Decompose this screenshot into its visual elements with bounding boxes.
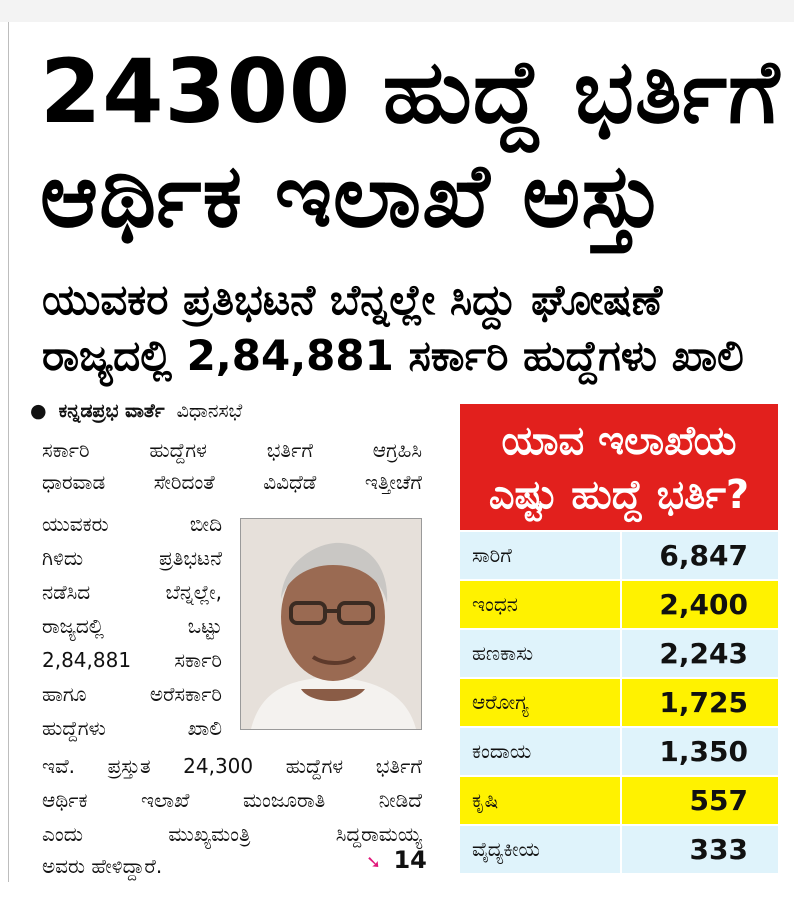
- article-line: ನಡೆಸಿದ ಬೆನ್ನಲ್ಲೇ,: [42, 580, 222, 604]
- article-line: ಹುದ್ದೆಗಳು ಖಾಲಿ: [42, 716, 222, 740]
- article-line: ಧಾರವಾಡ ಸೇರಿದಂತೆ ವಿವಿಧೆಡೆ ಇತ್ತೀಚೆಗೆ: [42, 470, 422, 494]
- post-count: 6,847: [659, 539, 748, 572]
- headline-line-2: ಆರ್ಥಿಕ ಇಲಾಖೆ ಅಸ್ತು: [40, 144, 665, 247]
- post-count: 2,400: [659, 588, 748, 621]
- table-row: [460, 826, 778, 875]
- article-line: ಸರ್ಕಾರಿ ಹುದ್ದೆಗಳ ಭರ್ತಿಗೆ ಆಗ್ರಹಿಸಿ: [42, 438, 422, 462]
- continued-marker: [366, 846, 427, 874]
- article-line: ಗಿಳಿದು ಪ್ರತಿಭಟನೆ: [42, 546, 222, 570]
- person-icon: [241, 519, 421, 729]
- page-top-strip: [0, 0, 794, 22]
- article-line: ಯುವಕರು ಬೀದಿ: [42, 512, 222, 536]
- arrow-down-right-icon: ➘: [366, 852, 382, 873]
- vacancy-table: [460, 404, 778, 874]
- article-line: ಹಾಗೂ ಅರೆಸರ್ಕಾರಿ: [42, 682, 222, 706]
- table-heading-line-2: ಎಷ್ಟು ಹುದ್ದೆ ಭರ್ತಿ?: [488, 472, 750, 518]
- article-line: ಆರ್ಥಿಕ ಇಲಾಖೆ ಮಂಜೂರಾತಿ ನೀಡಿದೆ: [42, 788, 422, 812]
- post-count: 333: [689, 833, 748, 866]
- department-name: ಹಣಕಾಸು: [472, 641, 534, 665]
- table-heading-line-1: ಯಾವ ಇಲಾಖೆಯ: [501, 418, 737, 464]
- post-count: 2,243: [659, 637, 748, 670]
- headline: [40, 40, 780, 248]
- table-row: [460, 728, 778, 777]
- table-row: [460, 581, 778, 630]
- department-name: ಕೃಷಿ: [472, 788, 499, 812]
- bullet-icon: ●: [30, 400, 47, 422]
- byline-source: ಕನ್ನಡಪ್ರಭ ವಾರ್ತೆ: [58, 400, 165, 422]
- subheadline: [42, 272, 787, 384]
- post-count: 1,350: [659, 735, 748, 768]
- subheadline-line-1: ಯುವಕರ ಪ್ರತಿಭಟನೆ ಬೆನ್ನಲ್ಲೇ ಸಿದ್ದು ಘೋಷಣೆ: [42, 275, 663, 324]
- column-rule: [8, 22, 9, 882]
- portrait-photo: [240, 518, 422, 730]
- article-line: 2,84,881 ಸರ್ಕಾರಿ: [42, 648, 222, 672]
- article-line: ಎಂದು ಮುಖ್ಯಮಂತ್ರಿ ಸಿದ್ದರಾಮಯ್ಯ: [42, 822, 422, 846]
- department-name: ಆರೋಗ್ಯ: [472, 690, 529, 714]
- department-name: ಸಾರಿಗೆ: [472, 543, 512, 567]
- subheadline-line-2: ರಾಜ್ಯದಲ್ಲಿ 2,84,881 ಸರ್ಕಾರಿ ಹುದ್ದೆಗಳು ಖಾಲಿ: [42, 331, 744, 380]
- department-name: ಕಂದಾಯ: [472, 739, 532, 763]
- table-row: [460, 630, 778, 679]
- byline-place: ವಿಧಾನಸಭೆ: [176, 400, 243, 422]
- continued-page-number: 14: [393, 846, 427, 874]
- table-row: [460, 679, 778, 728]
- table-row: [460, 777, 778, 826]
- article-line: ರಾಜ್ಯದಲ್ಲಿ ಒಟ್ಟು: [42, 614, 222, 638]
- article-line: ಇವೆ. ಪ್ರಸ್ತುತ 24,300 ಹುದ್ದೆಗಳ ಭರ್ತಿಗೆ: [42, 754, 422, 778]
- table-heading: [460, 404, 778, 530]
- article-line: ಅವರು ಹೇಳಿದ್ದಾರೆ.: [42, 854, 163, 878]
- headline-line-1: 24300 ಹುದ್ದೆ ಭರ್ತಿಗೆ: [40, 40, 781, 143]
- byline: [30, 400, 242, 422]
- table-row: [460, 532, 778, 581]
- department-name: ವೈದ್ಯಕೀಯ: [472, 837, 540, 861]
- department-name: ಇಂಧನ: [472, 592, 518, 616]
- post-count: 557: [689, 784, 748, 817]
- post-count: 1,725: [659, 686, 748, 719]
